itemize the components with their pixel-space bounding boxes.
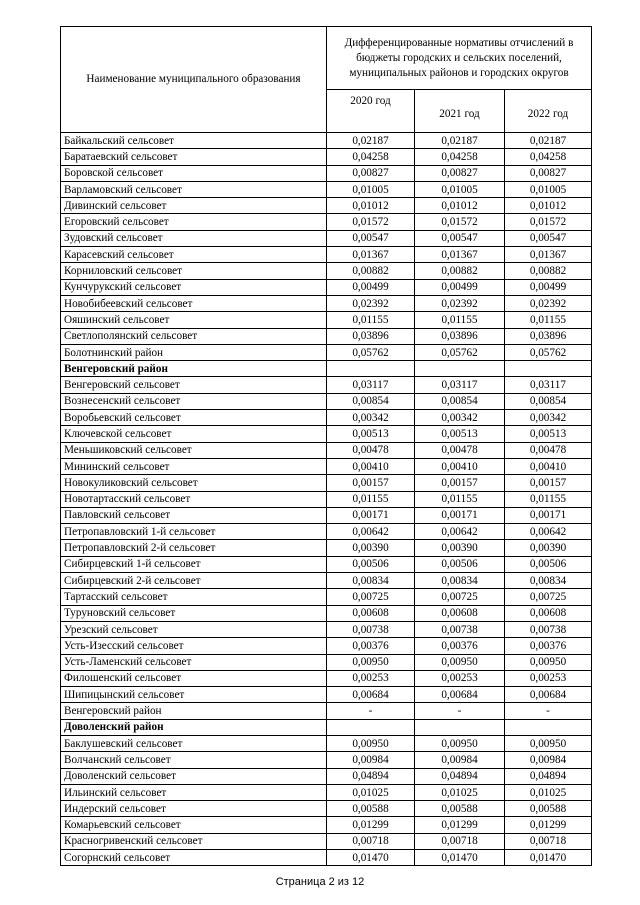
norm-value-2022: 0,00547: [505, 230, 592, 246]
norm-value-2020: 0,00827: [327, 165, 415, 181]
table-row: [61, 654, 592, 670]
table-row: [61, 344, 592, 360]
norm-value-2022: 0,05762: [505, 344, 592, 360]
norm-value-2020: 0,00478: [327, 442, 415, 458]
norm-value-2022: 0,00984: [505, 752, 592, 768]
norm-value-2022: 0,01155: [505, 312, 592, 328]
norm-value-2021: 0,00882: [415, 263, 505, 279]
norm-value-2022: 0,01025: [505, 784, 592, 800]
municipality-name: Петропавловский 2-й сельсовет: [61, 540, 327, 556]
norm-value-2022: 0,00854: [505, 393, 592, 409]
municipality-name: Красногривенский сельсовет: [61, 833, 327, 849]
norm-value-2020: 0,00725: [327, 589, 415, 605]
norm-value-2020: 0,00499: [327, 279, 415, 295]
norm-value-2022: 0,01299: [505, 817, 592, 833]
norm-value-2022: 0,00376: [505, 638, 592, 654]
norm-value-2021: 0,00157: [415, 475, 505, 491]
municipality-name: Зудовский сельсовет: [61, 230, 327, 246]
table-row: [61, 377, 592, 393]
table-row: [61, 524, 592, 540]
table-row: [61, 312, 592, 328]
table-row: [61, 295, 592, 311]
norm-value-2022: 0,04258: [505, 149, 592, 165]
norm-value-2021: 0,00984: [415, 752, 505, 768]
norm-value-2020: 0,00547: [327, 230, 415, 246]
norm-value-2021: 0,00642: [415, 524, 505, 540]
municipality-name: Ояшинский сельсовет: [61, 312, 327, 328]
norm-value-2022: 0,00253: [505, 670, 592, 686]
table-row: [61, 850, 592, 866]
norm-value-2021: 0,00547: [415, 230, 505, 246]
municipality-name: Усть-Изесский сельсовет: [61, 638, 327, 654]
column-header-2020: 2020 год: [327, 90, 415, 133]
municipality-name: Мининский сельсовет: [61, 458, 327, 474]
municipality-name: Новокуликовский сельсовет: [61, 475, 327, 491]
norm-value-2021: 0,00684: [415, 687, 505, 703]
norm-value-2022: 0,00499: [505, 279, 592, 295]
municipality-name: Светлополянский сельсовет: [61, 328, 327, 344]
table-row: [61, 507, 592, 523]
norm-value-2020: 0,00834: [327, 573, 415, 589]
norm-value-2022: 0,00171: [505, 507, 592, 523]
table-header-row: [61, 27, 592, 90]
column-header-2022: 2022 год: [505, 90, 592, 133]
norm-value-2020: 0,02187: [327, 133, 415, 149]
norm-value-2022: 0,00642: [505, 524, 592, 540]
table-row: [61, 230, 592, 246]
table-row: [61, 735, 592, 751]
norm-value-2020: 0,01012: [327, 198, 415, 214]
municipality-name: Кунчурукский сельсовет: [61, 279, 327, 295]
norm-value-2021: 0,04258: [415, 149, 505, 165]
table-row: [61, 263, 592, 279]
norm-value-2022: 0,04894: [505, 768, 592, 784]
norm-value-2021: 0,04894: [415, 768, 505, 784]
norm-value-2022: 0,00608: [505, 605, 592, 621]
norm-value-2020: 0,00738: [327, 621, 415, 637]
norm-value-2020: 0,03896: [327, 328, 415, 344]
municipality-name: Волчанский сельсовет: [61, 752, 327, 768]
norm-value-2021: 0,01025: [415, 784, 505, 800]
norm-value-2022: 0,01470: [505, 850, 592, 866]
municipality-name: Воробьевский сельсовет: [61, 410, 327, 426]
table-row: [61, 768, 592, 784]
municipality-name: Филошенский сельсовет: [61, 670, 327, 686]
norm-value-2022: 0,02392: [505, 295, 592, 311]
norm-value-2022: 0,00342: [505, 410, 592, 426]
norm-value-2021: 0,01470: [415, 850, 505, 866]
table-row: [61, 133, 592, 149]
norm-value-2020: -: [327, 703, 415, 719]
table-row: [61, 393, 592, 409]
municipality-name: Боровской сельсовет: [61, 165, 327, 181]
norm-value-2021: 0,00171: [415, 507, 505, 523]
table-row: [61, 165, 592, 181]
norm-value-2021: 0,00827: [415, 165, 505, 181]
norm-value-2022: 0,00827: [505, 165, 592, 181]
norm-value-2021: 0,00390: [415, 540, 505, 556]
norm-value-2020: 0,01025: [327, 784, 415, 800]
table-row: [61, 458, 592, 474]
municipality-name: Венгеровский район: [61, 703, 327, 719]
municipality-name: Байкальский сельсовет: [61, 133, 327, 149]
municipality-name: Тартасский сельсовет: [61, 589, 327, 605]
norm-value-2020: 0,00950: [327, 735, 415, 751]
norm-value-2021: 0,00608: [415, 605, 505, 621]
municipality-name: Карасевский сельсовет: [61, 247, 327, 263]
norm-value-2020: 0,00253: [327, 670, 415, 686]
norm-value-2022: 0,03896: [505, 328, 592, 344]
table-row: [61, 475, 592, 491]
table-row: [61, 556, 592, 572]
norms-table-body: [61, 27, 592, 866]
municipality-name: Дивинский сельсовет: [61, 198, 327, 214]
table-row: [61, 589, 592, 605]
municipality-name: Варламовский сельсовет: [61, 181, 327, 197]
table-row: [61, 833, 592, 849]
norm-value-2020: 0,00390: [327, 540, 415, 556]
municipality-name: Венгеровский сельсовет: [61, 377, 327, 393]
municipality-name: Петропавловский 1-й сельсовет: [61, 524, 327, 540]
norm-value-2021: 0,00499: [415, 279, 505, 295]
municipality-name: Венгеровский район: [61, 361, 327, 377]
norm-value-2020: 0,00506: [327, 556, 415, 572]
table-row: [61, 442, 592, 458]
norm-value-2022: 0,01012: [505, 198, 592, 214]
norm-value-2020: [327, 361, 415, 377]
municipality-name: Новобибеевский сельсовет: [61, 295, 327, 311]
municipality-name: Туруновский сельсовет: [61, 605, 327, 621]
page-footer: Страница 2 из 12: [275, 876, 365, 888]
norm-value-2022: 0,01367: [505, 247, 592, 263]
norm-value-2020: 0,01155: [327, 491, 415, 507]
norm-value-2021: 0,02187: [415, 133, 505, 149]
norm-value-2020: 0,02392: [327, 295, 415, 311]
table-row: [61, 149, 592, 165]
norm-value-2021: 0,00854: [415, 393, 505, 409]
municipality-name: Сибирцевский 2-й сельсовет: [61, 573, 327, 589]
norm-value-2022: [505, 719, 592, 735]
norm-value-2021: 0,02392: [415, 295, 505, 311]
table-row: [61, 247, 592, 263]
table-row: [61, 670, 592, 686]
norm-value-2020: 0,00410: [327, 458, 415, 474]
municipality-name: Меньшиковский сельсовет: [61, 442, 327, 458]
norm-value-2020: 0,00718: [327, 833, 415, 849]
norm-value-2022: -: [505, 703, 592, 719]
norm-value-2021: 0,00834: [415, 573, 505, 589]
norm-value-2022: 0,01572: [505, 214, 592, 230]
municipality-name: Индерский сельсовет: [61, 801, 327, 817]
norm-value-2022: 0,00390: [505, 540, 592, 556]
municipality-name: Усть-Ламенский сельсовет: [61, 654, 327, 670]
norm-value-2021: 0,01155: [415, 312, 505, 328]
table-row: [61, 638, 592, 654]
norm-value-2021: [415, 361, 505, 377]
norm-value-2021: 0,01155: [415, 491, 505, 507]
municipality-name: Баклушевский сельсовет: [61, 735, 327, 751]
municipality-name: Павловский сельсовет: [61, 507, 327, 523]
district-header-row: [61, 361, 592, 377]
norm-value-2020: 0,00642: [327, 524, 415, 540]
norm-value-2020: [327, 719, 415, 735]
table-row: [61, 801, 592, 817]
table-row: [61, 491, 592, 507]
norm-value-2022: [505, 361, 592, 377]
municipality-name: Урезский сельсовет: [61, 621, 327, 637]
municipality-name: Доволенский сельсовет: [61, 768, 327, 784]
norm-value-2020: 0,00684: [327, 687, 415, 703]
norm-value-2022: 0,03117: [505, 377, 592, 393]
norm-value-2022: 0,00588: [505, 801, 592, 817]
norm-value-2020: 0,00608: [327, 605, 415, 621]
municipality-name: Болотнинский район: [61, 344, 327, 360]
table-row: [61, 621, 592, 637]
norm-value-2021: 0,00738: [415, 621, 505, 637]
norm-value-2022: 0,00738: [505, 621, 592, 637]
municipality-name: Новотартасский сельсовет: [61, 491, 327, 507]
norm-value-2020: 0,04894: [327, 768, 415, 784]
norms-table: [60, 26, 592, 866]
table-row: [61, 605, 592, 621]
norm-value-2021: 0,00410: [415, 458, 505, 474]
district-header-row: [61, 719, 592, 735]
norm-value-2020: 0,00950: [327, 654, 415, 670]
norm-value-2021: 0,00253: [415, 670, 505, 686]
municipality-name: Корниловский сельсовет: [61, 263, 327, 279]
table-row: [61, 410, 592, 426]
table-row: [61, 328, 592, 344]
municipality-name: Баратаевский сельсовет: [61, 149, 327, 165]
norm-value-2022: 0,00834: [505, 573, 592, 589]
table-row: [61, 752, 592, 768]
norm-value-2020: 0,05762: [327, 344, 415, 360]
norm-value-2020: 0,01155: [327, 312, 415, 328]
norm-value-2020: 0,00513: [327, 426, 415, 442]
norm-value-2022: 0,00513: [505, 426, 592, 442]
municipality-name: Вознесенский сельсовет: [61, 393, 327, 409]
norm-value-2021: 0,00718: [415, 833, 505, 849]
norm-value-2020: 0,00171: [327, 507, 415, 523]
norm-value-2022: 0,00506: [505, 556, 592, 572]
column-header-2021: 2021 год: [415, 90, 505, 133]
municipality-name: Ключевской сельсовет: [61, 426, 327, 442]
norm-value-2022: 0,01005: [505, 181, 592, 197]
norm-value-2022: 0,00882: [505, 263, 592, 279]
norm-value-2021: 0,00950: [415, 735, 505, 751]
norm-value-2021: 0,03896: [415, 328, 505, 344]
norm-value-2021: 0,01299: [415, 817, 505, 833]
norm-value-2022: 0,00718: [505, 833, 592, 849]
norm-value-2020: 0,00854: [327, 393, 415, 409]
norm-value-2021: 0,05762: [415, 344, 505, 360]
norm-value-2020: 0,00588: [327, 801, 415, 817]
norm-value-2020: 0,01572: [327, 214, 415, 230]
table-row: [61, 784, 592, 800]
norm-value-2021: 0,01005: [415, 181, 505, 197]
table-row: [61, 687, 592, 703]
norm-value-2021: 0,00342: [415, 410, 505, 426]
norm-value-2020: 0,01367: [327, 247, 415, 263]
norm-value-2022: 0,00950: [505, 654, 592, 670]
municipality-name: Ильинский сельсовет: [61, 784, 327, 800]
table-row: [61, 573, 592, 589]
norm-value-2022: 0,00950: [505, 735, 592, 751]
norm-value-2021: 0,00725: [415, 589, 505, 605]
municipality-name: Согорнский сельсовет: [61, 850, 327, 866]
column-header-name: Наименование муниципального образования: [61, 27, 327, 133]
norm-value-2021: 0,00588: [415, 801, 505, 817]
table-row: [61, 426, 592, 442]
norm-value-2021: 0,00376: [415, 638, 505, 654]
norm-value-2020: 0,00157: [327, 475, 415, 491]
norm-value-2020: 0,01005: [327, 181, 415, 197]
norm-value-2022: 0,00478: [505, 442, 592, 458]
table-row: [61, 198, 592, 214]
norm-value-2021: 0,01012: [415, 198, 505, 214]
norm-value-2020: 0,01470: [327, 850, 415, 866]
norm-value-2021: [415, 719, 505, 735]
norm-value-2021: 0,00506: [415, 556, 505, 572]
norm-value-2020: 0,00342: [327, 410, 415, 426]
municipality-name: Егоровский сельсовет: [61, 214, 327, 230]
norm-value-2021: 0,00950: [415, 654, 505, 670]
municipality-name: Шипицынский сельсовет: [61, 687, 327, 703]
table-row: [61, 703, 592, 719]
norm-value-2021: 0,01572: [415, 214, 505, 230]
norm-value-2020: 0,00882: [327, 263, 415, 279]
table-row: [61, 817, 592, 833]
norm-value-2022: 0,00725: [505, 589, 592, 605]
norm-value-2022: 0,00410: [505, 458, 592, 474]
table-row: [61, 540, 592, 556]
municipality-name: Доволенский район: [61, 719, 327, 735]
norm-value-2021: 0,00478: [415, 442, 505, 458]
table-row: [61, 279, 592, 295]
norm-value-2020: 0,03117: [327, 377, 415, 393]
municipality-name: Сибирцевский 1-й сельсовет: [61, 556, 327, 572]
norm-value-2020: 0,01299: [327, 817, 415, 833]
norm-value-2021: 0,03117: [415, 377, 505, 393]
norm-value-2021: 0,01367: [415, 247, 505, 263]
norm-value-2022: 0,02187: [505, 133, 592, 149]
norm-value-2021: -: [415, 703, 505, 719]
municipality-name: Комарьевский сельсовет: [61, 817, 327, 833]
norm-value-2020: 0,04258: [327, 149, 415, 165]
column-header-norms: Дифференцированные нормативы отчислений в бюджеты городских и сельских поселений, муниципальных районов и городских округов: [327, 27, 592, 90]
norm-value-2022: 0,00157: [505, 475, 592, 491]
norm-value-2021: 0,00513: [415, 426, 505, 442]
norm-value-2022: 0,00684: [505, 687, 592, 703]
table-row: [61, 214, 592, 230]
norm-value-2020: 0,00376: [327, 638, 415, 654]
table-row: [61, 181, 592, 197]
norm-value-2020: 0,00984: [327, 752, 415, 768]
norm-value-2022: 0,01155: [505, 491, 592, 507]
